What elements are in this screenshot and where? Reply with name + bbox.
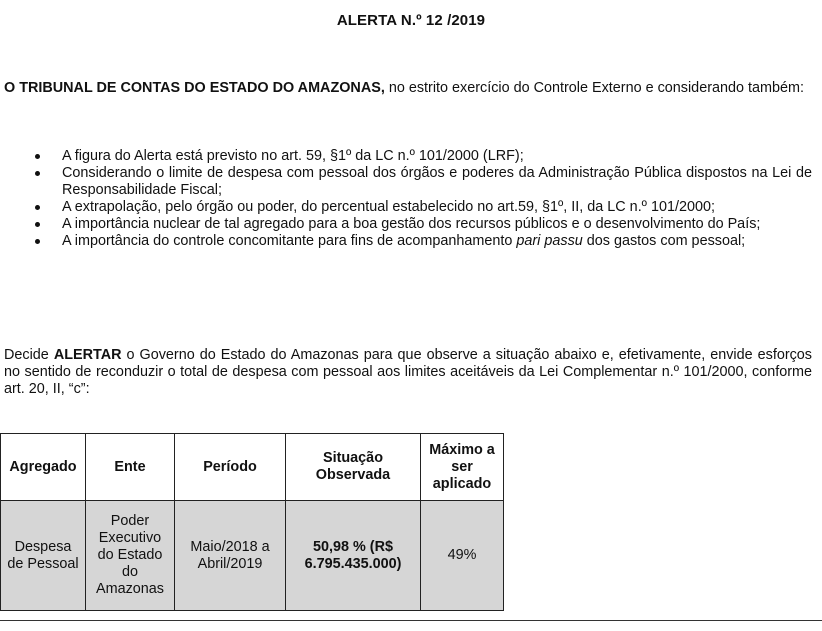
header-ente: Ente [86,434,175,501]
intro-text: no estrito exercício do Controle Externo e considerando também: [384,80,804,96]
header-maximo: Máximo a ser aplicado [421,434,504,501]
list-item [62,199,812,216]
list-item-text: A importância do controle concomitante para fins de acompanhamento [62,233,517,249]
list-item-text: A extrapolação, pelo órgão ou poder, do percentual estabelecido no art.59, §1º, II, da LC n.º 101/2000; [62,199,715,215]
header-periodo: Período [175,434,286,501]
cell-periodo: Maio/2018 a Abril/2019 [175,501,286,611]
institution-name: O TRIBUNAL DE CONTAS DO ESTADO DO AMAZONAS, [4,80,385,96]
decision-keyword: ALERTAR [53,347,122,363]
italic-term: pari passu [516,233,583,249]
bottom-divider [0,620,822,621]
decision-text: Decide [4,347,54,363]
intro-paragraph [4,80,812,97]
list-item [62,148,812,165]
table-row [1,501,504,611]
header-situacao: Situação Observada [286,434,421,501]
list-item [62,233,812,250]
decision-paragraph [4,347,812,398]
document-title: ALERTA N.º 12 /2019 [336,12,486,29]
cell-ente: Poder Executivo do Estado do Amazonas [86,501,175,611]
alert-table [0,433,504,611]
cell-maximo: 49% [421,501,504,611]
list-item [62,216,812,233]
table-header-row [1,434,504,501]
cell-agregado: Despesa de Pessoal [1,501,86,611]
decision-text: o Governo do Estado do Amazonas para que observe a situação abaixo e, efetivamente, envide esforços no sentido de reconduzir o total de despesa com pessoal aos limites aceitáveis da Lei Complementar n.º 101/2000, conforme art. 20, II, “c”: [4,347,813,397]
header-agregado: Agregado [1,434,86,501]
list-item-text: A importância nuclear de tal agregado para a boa gestão dos recursos públicos e o desenvolvimento do País; [62,216,761,232]
cell-situacao: 50,98 % (R$ 6.795.435.000) [286,501,421,611]
list-item-text: dos gastos com pessoal; [582,233,746,249]
list-item [62,165,812,199]
list-item-text: Considerando o limite de despesa com pessoal dos órgãos e poderes da Administração Pública dispostos na Lei de Responsabilidade Fiscal; [62,165,812,198]
list-item-text: A figura do Alerta está previsto no art. 59, §1º da LC n.º 101/2000 (LRF); [62,148,524,164]
considerations-list [62,148,812,250]
